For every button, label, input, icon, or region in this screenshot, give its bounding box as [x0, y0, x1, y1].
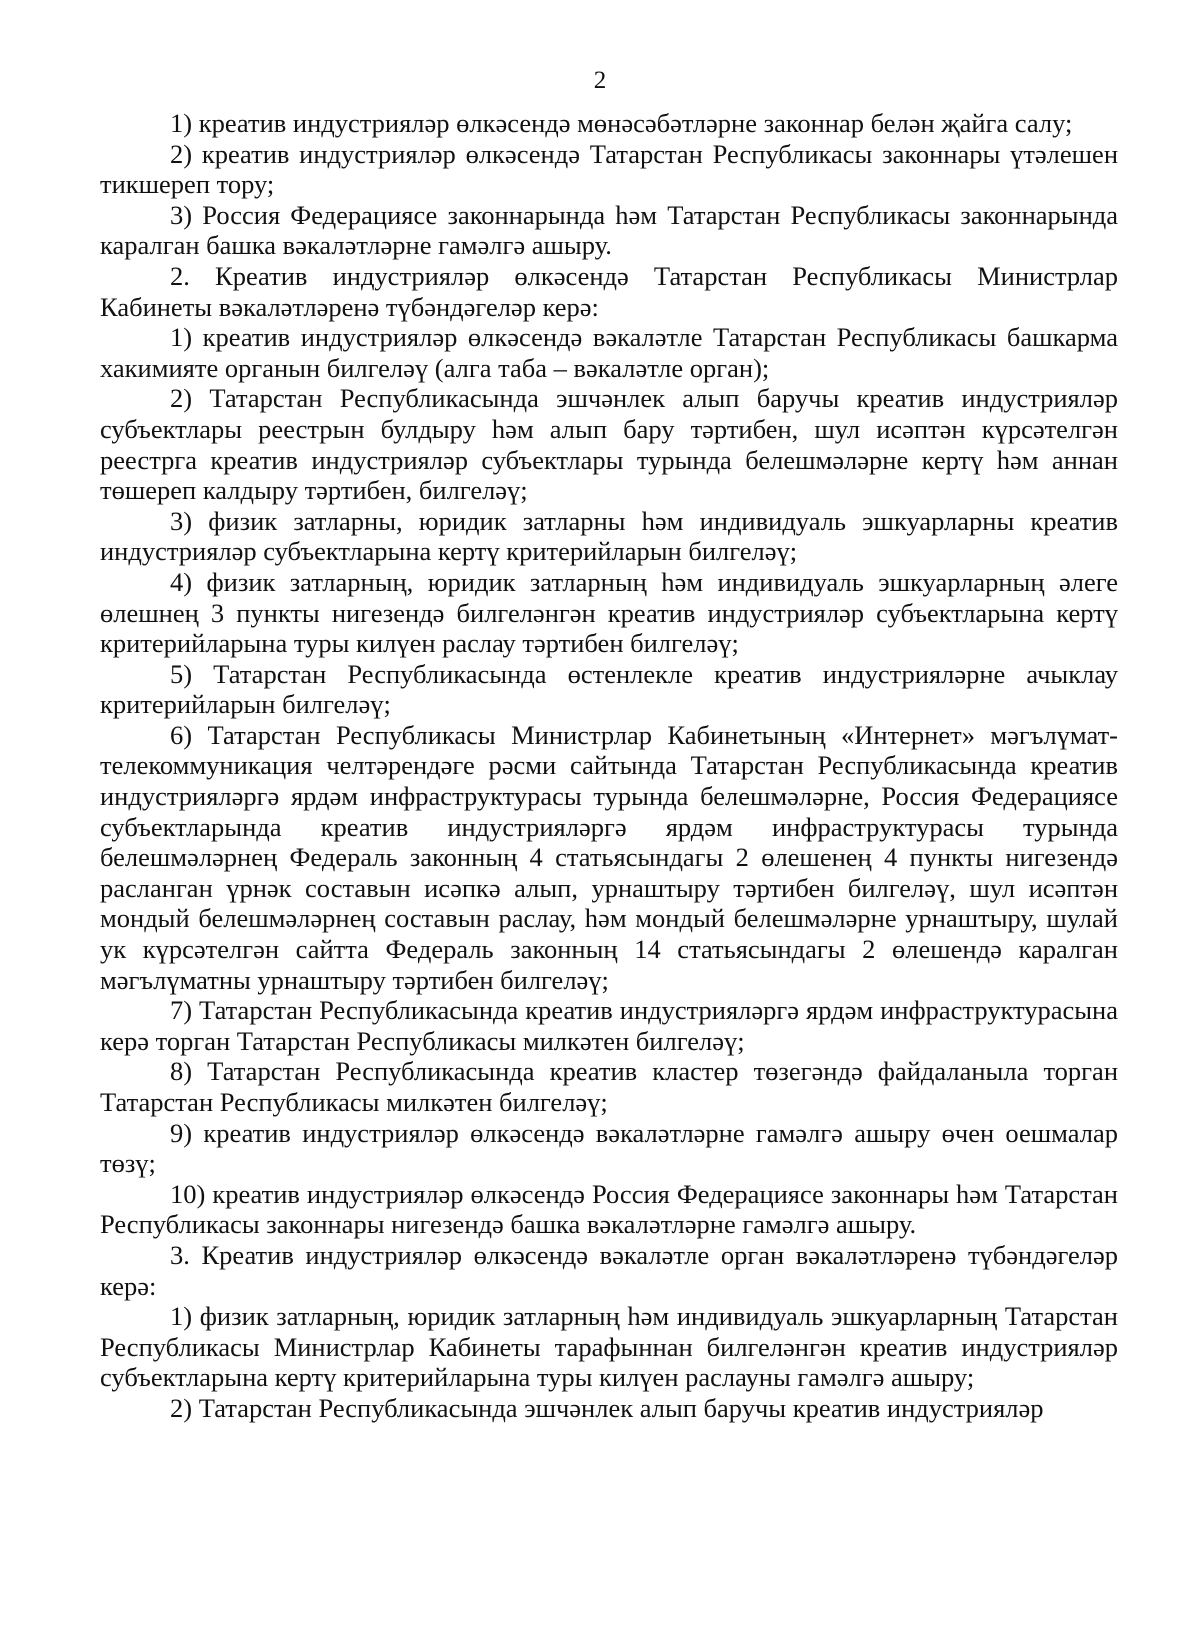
paragraph-1-item-3: 3) Россия Федерациясе законнарында һәм Татарстан Республикасы законнарында каралган башка вәкаләтләрне гамәлгә ашыру.: [100, 199, 1118, 261]
section-2-item-7: 7) Татарстан Республикасында креатив индустрияләргә ярдәм инфраструктурасына керә торган Татарстан Республикасы милкәтен билгеләү;: [100, 995, 1118, 1056]
section-2-item-5: 5) Татарстан Республикасында өстенлекле креатив индустрияләрне ачыклау критерийларын билгеләү;: [100, 658, 1118, 720]
section-2-item-3: 3) физик затларны, юридик затларны һәм индивидуаль эшкуарларны креатив индустрияләр субъектларына кертү критерийларын билгеләү;: [100, 505, 1118, 567]
section-2-heading: 2. Креатив индустрияләр өлкәсендә Татарстан Республикасы Министрлар Кабинеты вәкаләтләренә түбәндәгеләр керә:: [100, 260, 1118, 322]
section-2-item-8: 8) Татарстан Республикасында креатив кластер төзегәндә файдаланыла торган Татарстан Республикасы милкәтен билгеләү;: [100, 1056, 1118, 1117]
paragraph-1-item-2: 2) креатив индустрияләр өлкәсендә Татарстан Республикасы законнары үтәлешен тикшереп тору;: [100, 138, 1118, 200]
section-2-item-1: 1) креатив индустрияләр өлкәсендә вәкаләтле Татарстан Республикасы башкарма хакимияте органын билгеләү (алга таба – вәкаләтле орган);: [100, 322, 1118, 383]
section-3-item-2: 2) Татарстан Республикасында эшчәнлек алып баручы креатив индустрияләр: [170, 1392, 1044, 1423]
section-2-item-4: 4) физик затларның, юридик затларның һәм индивидуаль эшкуарларның әлеге өлешнең 3 пункты нигезендә билгеләнгән креатив индустрияләр субъектларына кертү критерийларына туры килүен раслау тәртибен билгеләү;: [100, 566, 1118, 659]
section-2-item-9: 9) креатив индустрияләр өлкәсендә вәкаләтләрне гамәлгә ашыру өчен оешмалар төзү;: [100, 1117, 1118, 1179]
page-number: 2: [593, 67, 607, 94]
section-3-heading: 3. Креатив индустрияләр өлкәсендә вәкаләтле орган вәкаләтләренә түбәндәгеләр керә:: [100, 1239, 1118, 1301]
section-2-item-6: 6) Татарстан Республикасы Министрлар Кабинетының «Интернет» мәгълүмат-телекоммуникация челтәрендәге рәсми сайтында Татарстан Республикасында креатив индустрияләргә ярдәм инфраструктурасы турында белешмәләрне, Россия Федерациясе субъектларында креатив индустрияләргә ярдәм инфраструктурасы турында белешмәләрнең Федераль законның 4 статьясындагы 2 өлешенең 4 пункты нигезендә расланган үрнәк составын исәпкә алып, урнаштыру тәртибен билгеләү, шул исәптән мондый белешмәләрнең составын раслау, һәм мондый белешмәләрне урнаштыру, шулай ук күрсәтелгән сайтта Федераль законның 14 статьясындагы 2 өлешендә каралган мәгълүматны урнаштыру тәртибен билгеләү;: [100, 719, 1118, 995]
document-body: [100, 108, 1118, 1424]
section-2-item-2: 2) Татарстан Республикасында эшчәнлек алып баручы креатив индустрияләр субъектлары реестрын булдыру һәм алып бару тәртибен, шул исәптән күрсәтелгән реестрга креатив индустрияләр субъектлары турында белешмәләрне кертү һәм аннан төшереп калдыру тәртибен, билгеләү;: [100, 383, 1118, 506]
paragraph-1-item-1: 1) креатив индустрияләр өлкәсендә мөнәсәбәтләрне законнар белән җайга салу;: [170, 108, 1073, 138]
section-3-item-1: 1) физик затларның, юридик затларның һәм индивидуаль эшкуарларның Татарстан Республикасы Министрлар Кабинеты тарафыннан билгеләнгән креатив индустрияләр субъектларына кертү критерийларына туры килүен раслауны гамәлгә ашыру;: [100, 1301, 1118, 1393]
section-2-item-10: 10) креатив индустрияләр өлкәсендә Россия Федерациясе законнары һәм Татарстан Республикасы законнары нигезендә башка вәкаләтләрне гамәлгә ашыру.: [100, 1178, 1118, 1240]
